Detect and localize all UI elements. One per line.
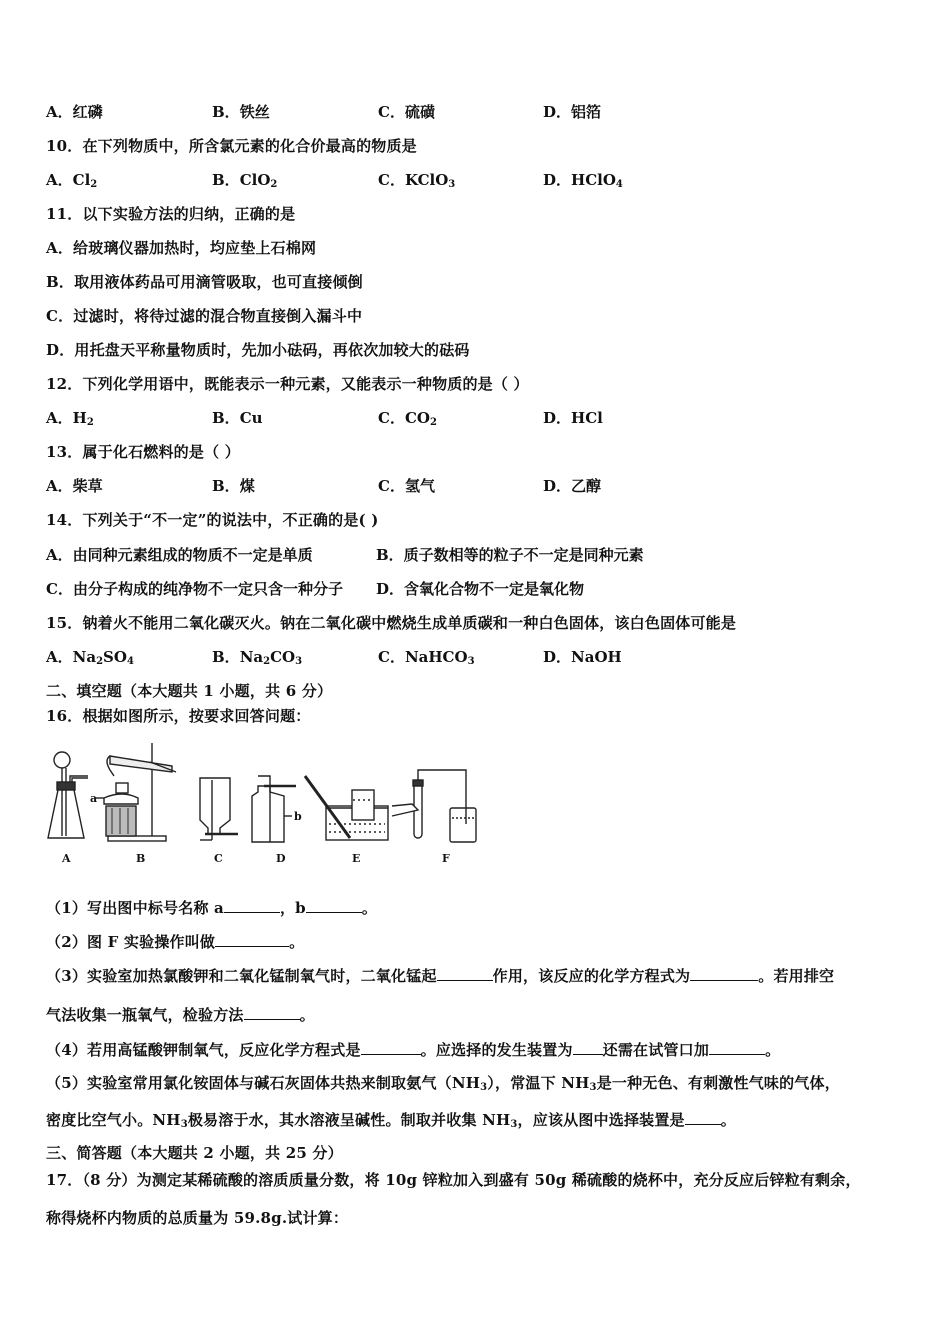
- answer-blank-tube-mouth[interactable]: [709, 1040, 765, 1055]
- option-letter: B．: [212, 171, 240, 189]
- option-letter: C．: [378, 648, 405, 666]
- sub3-mid1: 作用，该反应的化学方程式为: [492, 967, 691, 985]
- option-text: Cu: [239, 409, 263, 427]
- figure-label-f: F: [442, 852, 450, 865]
- sub5-text: ），常温下 NH: [487, 1074, 590, 1092]
- apparatus-b-stand-icon: [96, 743, 176, 841]
- option-text: 柴草: [72, 477, 103, 495]
- q12-stem: 12．下列化学用语中，既能表示一种元素，又能表示一种物质的是（ ）: [46, 375, 529, 393]
- subscript: 2: [263, 656, 271, 667]
- figure-label-b: B: [136, 852, 146, 865]
- figure-label-e: E: [352, 852, 361, 865]
- q16-sub5-line1: [46, 1073, 840, 1093]
- answer-blank-device[interactable]: [573, 1040, 603, 1055]
- option-text: KClO: [404, 171, 449, 189]
- option-text: CO: [404, 409, 430, 427]
- q15-option-a: [46, 647, 134, 667]
- option-letter: A．: [46, 103, 73, 121]
- sub3-line2-end: 。: [299, 1006, 315, 1024]
- subscript: 4: [126, 656, 134, 667]
- option-letter: B．: [212, 477, 240, 495]
- sub3-mid2: 。若用排空: [758, 967, 835, 985]
- answer-blank-f-operation[interactable]: [215, 932, 289, 947]
- q11-option-c: C．过滤时，将待过滤的混合物直接倒入漏斗中: [46, 307, 363, 325]
- option-text: HCl: [571, 409, 603, 427]
- q11-option-b: B．取用液体药品可用滴管吸取，也可直接倾倒: [46, 273, 363, 291]
- q15-option-d: [543, 647, 622, 667]
- figure-label-c: C: [214, 852, 223, 865]
- subscript: 2: [270, 179, 278, 190]
- marker-a: a: [90, 792, 98, 805]
- sub5-text: 。: [720, 1111, 736, 1129]
- apparatus-f-test-tube-icon: [392, 770, 476, 842]
- option-letter: A．: [46, 171, 73, 189]
- formula-part: NaHCO: [404, 648, 468, 666]
- sub4-mid2: 还需在试管口加: [602, 1041, 710, 1059]
- subscript: 2: [90, 179, 98, 190]
- option-letter: C．: [378, 409, 405, 427]
- q14-option-d: D．含氧化合物不一定是氧化物: [376, 580, 585, 598]
- q10-option-c: [378, 170, 455, 190]
- answer-blank-equation[interactable]: [690, 966, 758, 981]
- q14-stem: 14．下列关于“不一定”的说法中，不正确的是( ): [46, 511, 379, 529]
- formula-part: SO: [103, 648, 127, 666]
- answer-blank-nh3-devices[interactable]: [685, 1110, 721, 1125]
- answer-blank-mno2-role[interactable]: [437, 966, 493, 981]
- option-letter: C．: [378, 103, 405, 121]
- answer-blank-test-method[interactable]: [244, 1005, 300, 1020]
- q12-option-b: [212, 408, 263, 428]
- q13-option-c: [378, 476, 435, 496]
- sub5-text: 是一种无色、有刺激性气味的气体，: [596, 1074, 840, 1092]
- option-letter: B．: [212, 409, 240, 427]
- q14-option-b: B．质子数相等的粒子不一定是同种元素: [376, 546, 644, 564]
- q15-option-b: [212, 647, 302, 667]
- apparatus-d-bottle-icon: [252, 776, 296, 842]
- option-letter: D．: [543, 171, 572, 189]
- q10-option-b: [212, 170, 277, 190]
- q15-stem: 15．钠着火不能用二氧化碳灭火。钠在二氧化碳中燃烧生成单质碳和一种白色固体，该白色固体可能是: [46, 614, 737, 632]
- subscript: 3: [589, 1082, 597, 1093]
- option-text: H: [72, 409, 87, 427]
- sub1-mid: ，b: [279, 899, 306, 917]
- subscript: 2: [96, 656, 104, 667]
- sub5-text: （5）实验室常用氯化铵固体与碱石灰固体共热来制取氨气（NH: [46, 1074, 481, 1092]
- sub5-text: 极易溶于水，其水溶液呈碱性。制取并收集 NH: [187, 1111, 511, 1129]
- q15-option-c: [378, 647, 475, 667]
- q16-sub1: [46, 898, 377, 918]
- q12-option-c: [378, 408, 437, 428]
- figure-label-d: D: [276, 852, 286, 865]
- apparatus-figure: [40, 738, 480, 868]
- subscript: 4: [615, 179, 623, 190]
- q9-option-a: [46, 102, 103, 122]
- option-text: 红磷: [72, 103, 103, 121]
- q9-option-c: [378, 102, 435, 122]
- sub3-prefix: （3）实验室加热氯酸钾和二氧化锰制氧气时，二氧化锰起: [46, 967, 437, 985]
- q11-option-a: A．给玻璃仪器加热时，均应垫上石棉网: [46, 239, 317, 257]
- option-text: Cl: [72, 171, 91, 189]
- answer-blank-kmno4-equation[interactable]: [361, 1040, 421, 1055]
- subscript: 3: [448, 179, 456, 190]
- option-text: HClO: [571, 171, 616, 189]
- sub2-prefix: （2）图 F 实验操作叫做: [46, 933, 216, 951]
- option-text: 乙醇: [571, 477, 602, 495]
- sub4-prefix: （4）若用高锰酸钾制氧气，反应化学方程式是: [46, 1041, 361, 1059]
- q17-line1: 17．（8 分）为测定某稀硫酸的溶质质量分数，将 10g 锌粒加入到盛有 50g 稀硫酸的烧杯中，充分反应后锌粒有剩余，: [46, 1171, 861, 1189]
- figure-label-a: A: [62, 852, 71, 865]
- sub3-line2-prefix: 气法收集一瓶氧气，检验方法: [46, 1006, 244, 1024]
- sub1-end: 。: [361, 899, 378, 917]
- marker-b: b: [294, 810, 302, 823]
- q17-line2: 称得烧杯内物质的总质量为 59.8g.试计算：: [46, 1209, 349, 1227]
- q9-option-d: [543, 102, 601, 122]
- option-text: 铁丝: [239, 103, 270, 121]
- apparatus-a-flask-icon: [48, 752, 88, 838]
- q14-option-c: C．由分子构成的纯净物不一定只含一种分子: [46, 580, 343, 598]
- option-text: 氢气: [404, 477, 435, 495]
- sub4-end: 。: [765, 1041, 781, 1059]
- subscript: 3: [295, 656, 303, 667]
- option-letter: A．: [46, 409, 73, 427]
- option-text: 煤: [239, 477, 255, 495]
- option-letter: D．: [543, 409, 572, 427]
- option-text: 铝箔: [571, 103, 602, 121]
- option-letter: D．: [543, 648, 572, 666]
- formula-part: NaOH: [571, 648, 622, 666]
- section3-heading: 三、简答题（本大题共 2 小题，共 25 分）: [46, 1144, 343, 1162]
- option-letter: A．: [46, 648, 73, 666]
- q10-option-a: [46, 170, 97, 190]
- option-letter: D．: [543, 103, 572, 121]
- formula-part: Na: [239, 648, 264, 666]
- q14-option-a: A．由同种元素组成的物质不一定是单质: [46, 546, 313, 564]
- q11-option-d: D．用托盘天平称量物质时，先加小砝码，再依次加较大的砝码: [46, 341, 470, 359]
- option-text: 硫磺: [404, 103, 435, 121]
- q16-stem: 16．根据如图所示，按要求回答问题：: [46, 707, 311, 725]
- formula-part: Na: [72, 648, 97, 666]
- sub2-end: 。: [289, 933, 305, 951]
- option-text: ClO: [239, 171, 271, 189]
- formula-part: CO: [270, 648, 296, 666]
- q13-option-b: [212, 476, 255, 496]
- q13-stem: 13．属于化石燃料的是（ ）: [46, 443, 240, 461]
- apparatus-e-trough-icon: [305, 776, 388, 840]
- q13-option-a: [46, 476, 103, 496]
- q11-stem: 11．以下实验方法的归纳，正确的是: [46, 205, 296, 223]
- subscript: 3: [480, 1082, 488, 1093]
- sub4-mid1: 。应选择的发生装置为: [420, 1041, 573, 1059]
- sub1-prefix: （1）写出图中标号名称 a: [46, 899, 224, 917]
- q10-option-d: [543, 170, 623, 190]
- option-letter: C．: [378, 477, 405, 495]
- sub5-text: ，应该从图中选择装置是: [517, 1111, 685, 1129]
- option-letter: D．: [543, 477, 572, 495]
- q16-sub3-line2: [46, 1005, 315, 1025]
- option-letter: B．: [212, 648, 240, 666]
- q12-option-d: [543, 408, 603, 428]
- q16-sub4: [46, 1040, 780, 1060]
- q16-sub3-line1: [46, 966, 834, 986]
- q13-option-d: [543, 476, 601, 496]
- answer-blank-a[interactable]: [224, 898, 280, 913]
- subscript: 3: [467, 656, 475, 667]
- q16-sub2: [46, 932, 304, 952]
- subscript: 3: [180, 1119, 188, 1130]
- q12-option-a: [46, 408, 94, 428]
- subscript: 3: [510, 1119, 518, 1130]
- section2-heading: 二、填空题（本大题共 1 小题，共 6 分）: [46, 682, 333, 700]
- q16-sub5-line2: [46, 1110, 736, 1130]
- option-letter: A．: [46, 477, 73, 495]
- subscript: 2: [429, 417, 437, 428]
- q9-option-b: [212, 102, 270, 122]
- sub5-text: 密度比空气小。NH: [46, 1111, 181, 1129]
- apparatus-c-bottle-icon: [200, 778, 238, 840]
- answer-blank-b[interactable]: [306, 898, 362, 913]
- subscript: 2: [86, 417, 94, 428]
- option-letter: C．: [378, 171, 405, 189]
- q10-stem: 10．在下列物质中，所含氯元素的化合价最高的物质是: [46, 137, 417, 155]
- option-letter: B．: [212, 103, 240, 121]
